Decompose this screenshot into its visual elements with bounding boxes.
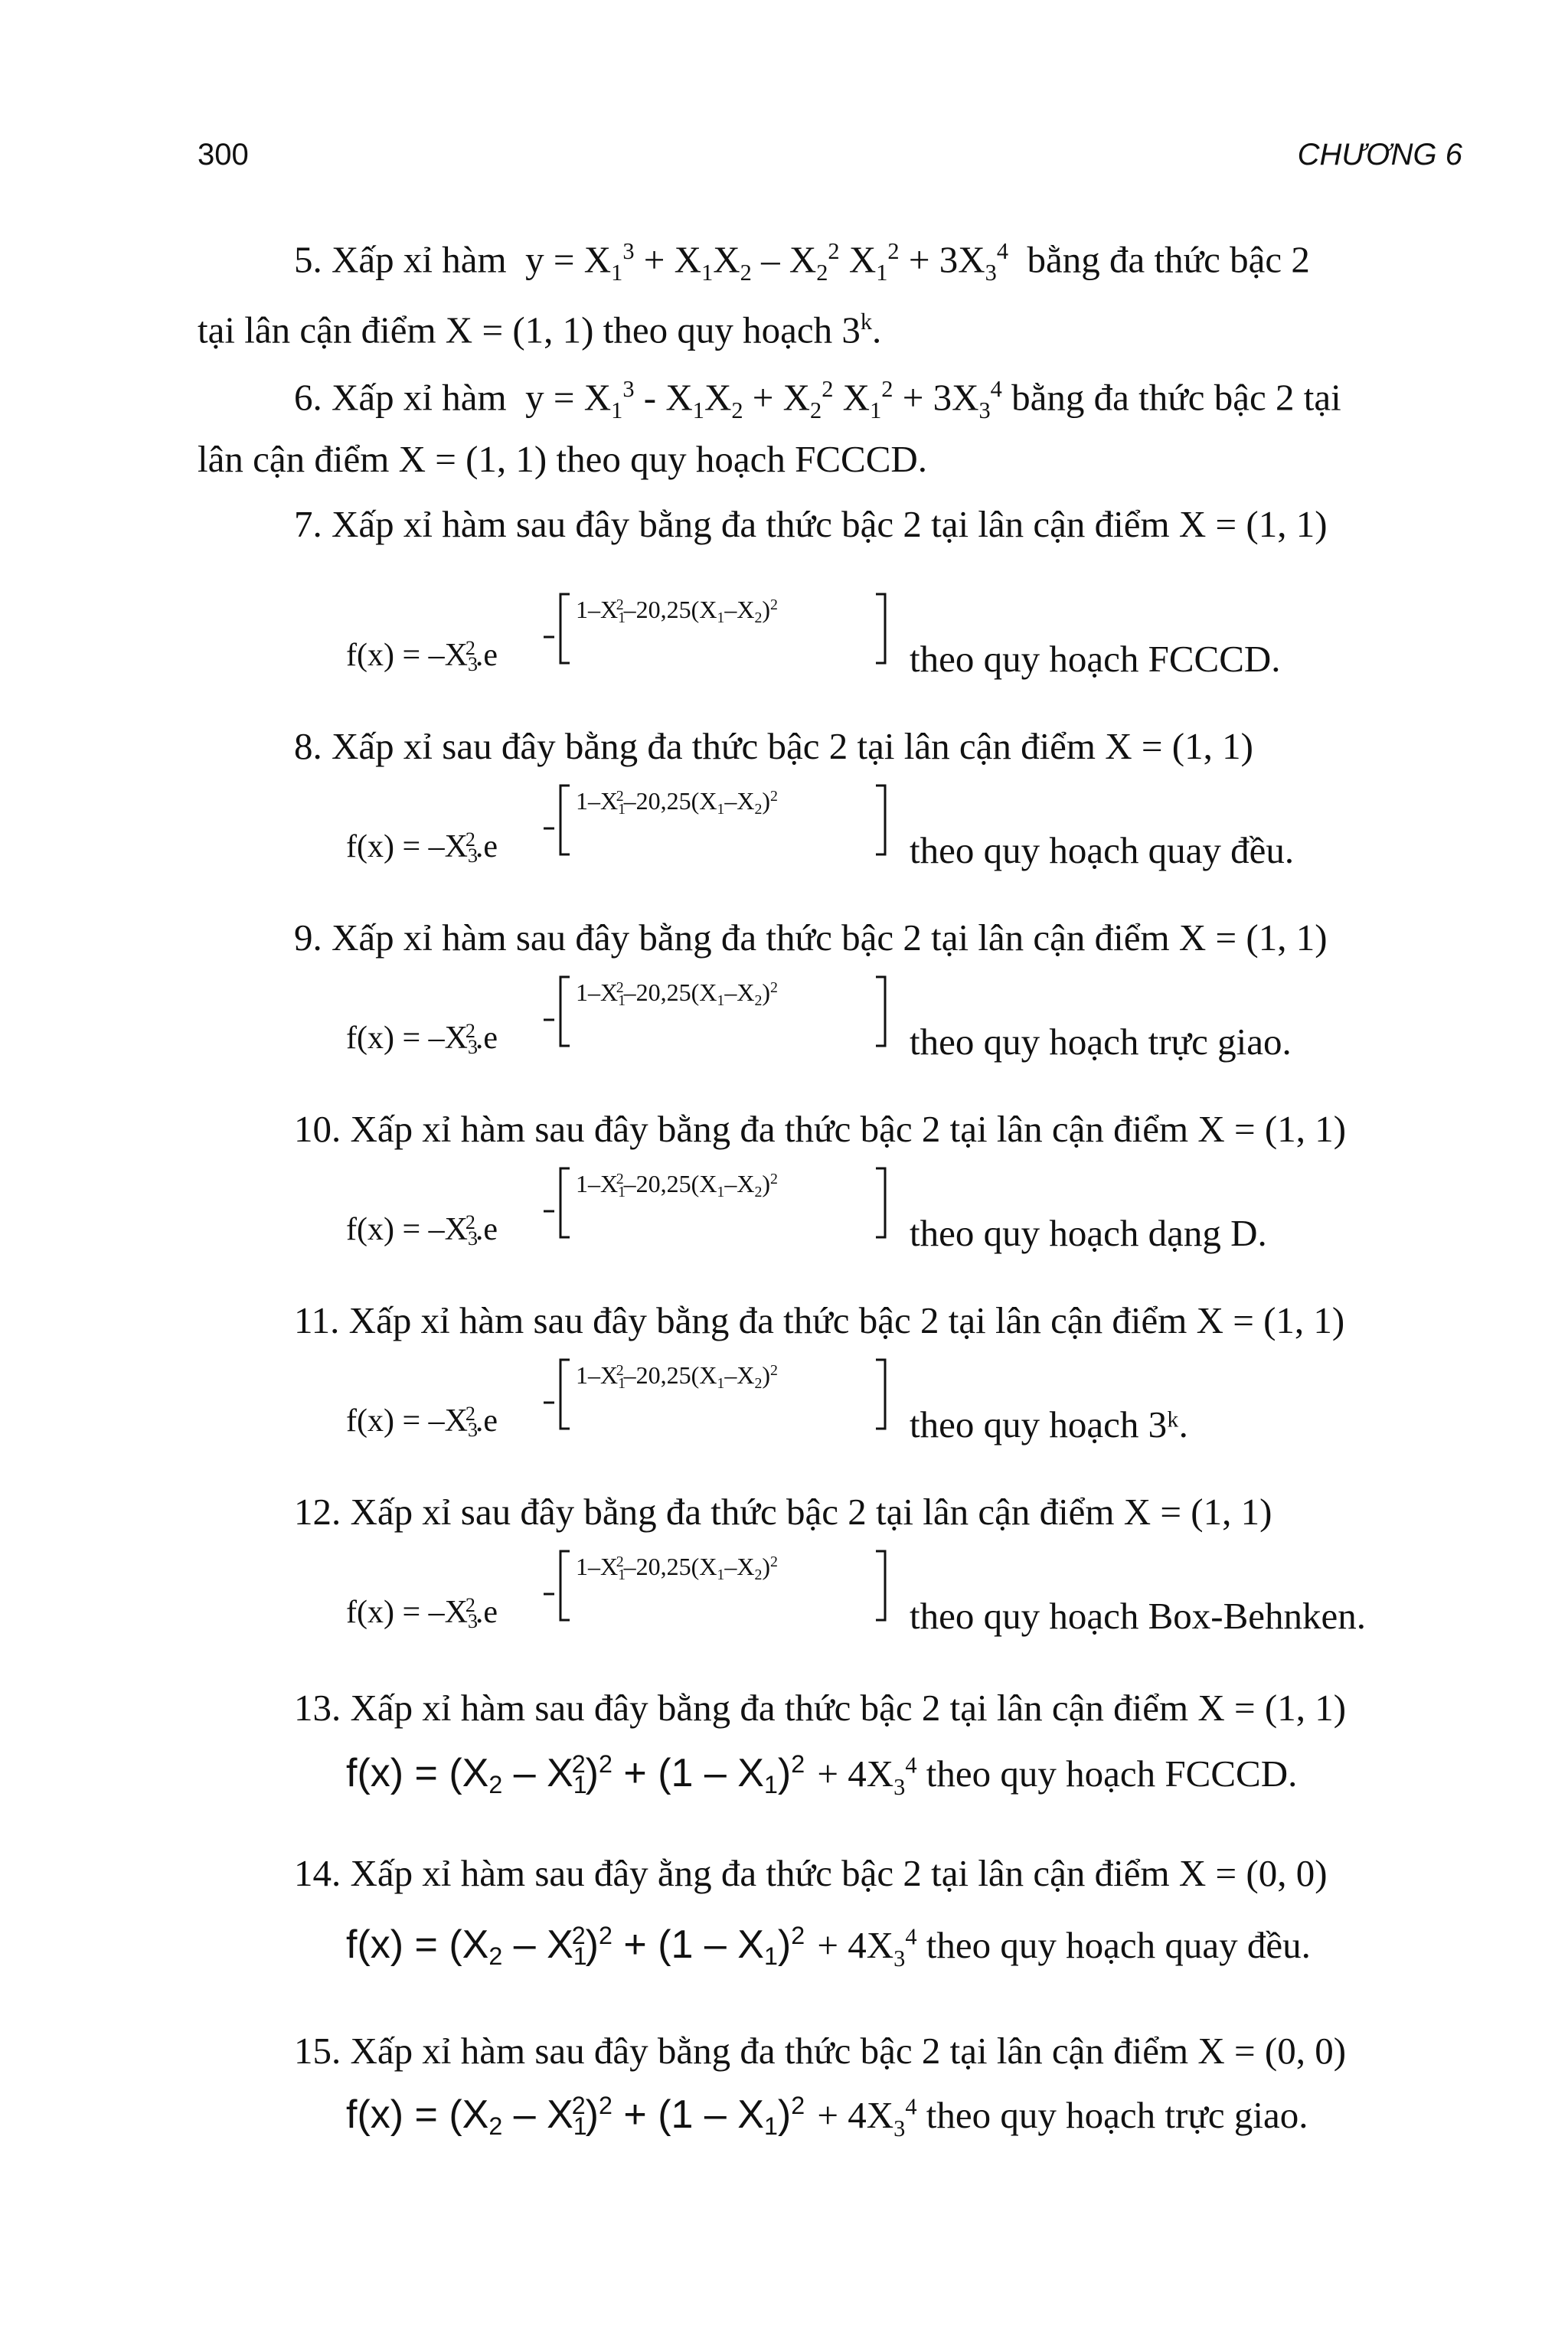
exercise-14-tail: theo quy hoạch quay đều.	[926, 1924, 1311, 1966]
formula-lhs: $f(x) = -X3^2.e$	[346, 828, 498, 867]
page-number: 300	[198, 138, 249, 172]
formula-expression: $f(x) = (X2 - X1^2)^2 + (1 - X1)^2$	[346, 2092, 805, 2141]
formula-lhs: $f(x) = -X3^2.e$	[346, 636, 498, 676]
formula-exponent: $1-X1^2-20,25(X1-X2)^2$	[576, 1361, 778, 1392]
exercise-5-line-1: 5. Xấp xỉ hàm $y = X_1^3 + X_1X_2 - X_2^2$ $X_1^2 + 3X_3^4$ bằng đa thức bậc 2	[294, 238, 1310, 286]
running-head	[198, 138, 1462, 181]
exercise-10-formula	[346, 1164, 1456, 1263]
exercise-13-tail: theo quy hoạch FCCCD.	[926, 1753, 1298, 1795]
exercise-9-tail: theo quy hoạch trực giao.	[910, 1021, 1292, 1063]
exercise-11-heading: 11. Xấp xỉ hàm sau đây bằng đa thức bậc 2 tại lân cận điểm X = (1, 1)	[294, 1299, 1345, 1341]
exercise-7-heading: 7. Xấp xỉ hàm sau đây bằng đa thức bậc 2 tại lân cận điểm X = (1, 1)	[294, 503, 1328, 545]
formula-lhs: $f(x) = -X3^2.e$	[346, 1019, 498, 1059]
formula-exponent: $1-X1^2-20,25(X1-X2)^2$	[576, 1553, 778, 1583]
exercise-10-heading: 10. Xấp xỉ hàm sau đây bằng đa thức bậc 2 tại lân cận điểm X = (1, 1)	[294, 1108, 1347, 1150]
formula-expression: $f(x) = (X2 - X1^2)^2 + (1 - X1)^2$	[346, 1922, 805, 1971]
exercise-6-line-1: 6. Xấp xỉ hàm $y = X_1^3 - X_1X_2 + X_2^2$ $X_1^2 + 3X_3^4$ bằng đa thức bậc 2 tại	[294, 376, 1341, 424]
exercise-13-formula: $f(x) = (X2 - X1^2)^2 + (1 - X1)^2 + 4X_3^4$ theo quy hoạch FCCCD.	[346, 1750, 1298, 1800]
exercise-5-line-2: tại lân cận điểm X = (1, 1) theo quy hoạch 3$^k$.	[198, 309, 882, 351]
formula-exponent: $1-X1^2-20,25(X1-X2)^2$	[576, 596, 778, 626]
exercise-9-formula	[346, 972, 1456, 1072]
exercise-12-formula	[346, 1547, 1456, 1646]
exercise-7-tail: theo quy hoạch FCCCD.	[910, 638, 1281, 680]
exercise-11-tail: theo quy hoạch 3ᵏ.	[910, 1403, 1188, 1446]
exercise-11-formula	[346, 1355, 1456, 1455]
exercise-8-heading: 8. Xấp xỉ sau đây bằng đa thức bậc 2 tại lân cận điểm X = (1, 1)	[294, 725, 1253, 767]
formula-exponent: $1-X1^2-20,25(X1-X2)^2$	[576, 978, 778, 1009]
exercise-12-tail: theo quy hoạch Box-Behnken.	[910, 1595, 1367, 1637]
exercise-6-line-2: lân cận điểm X = (1, 1) theo quy hoạch FCCCD.	[198, 438, 928, 481]
exercise-15-formula: $f(x) = (X2 - X1^2)^2 + (1 - X1)^2 + 4X_3^4$ theo quy hoạch trực giao.	[346, 2092, 1308, 2141]
exercise-8-tail: theo quy hoạch quay đều.	[910, 829, 1295, 871]
formula-exponent: $1-X1^2-20,25(X1-X2)^2$	[576, 1170, 778, 1200]
exercise-12-heading: 12. Xấp xỉ sau đây bằng đa thức bậc 2 tại lân cận điểm X = (1, 1)	[294, 1491, 1272, 1533]
formula-expression: $f(x) = (X2 - X1^2)^2 + (1 - X1)^2$	[346, 1750, 805, 1799]
exercise-6	[198, 364, 1462, 484]
chapter-title: CHƯƠNG 6	[1297, 138, 1462, 172]
exercise-7-formula	[346, 590, 1456, 689]
formula-lhs: $f(x) = -X3^2.e$	[346, 1593, 498, 1633]
exercise-5	[198, 227, 1462, 354]
formula-exponent: $1-X1^2-20,25(X1-X2)^2$	[576, 787, 778, 818]
exercise-15-tail: theo quy hoạch trực giao.	[926, 2094, 1308, 2136]
formula-lhs: $f(x) = -X3^2.e$	[346, 1210, 498, 1250]
exercise-9-heading: 9. Xấp xỉ hàm sau đây bằng đa thức bậc 2 tại lân cận điểm X = (1, 1)	[294, 916, 1328, 959]
formula-lhs: $f(x) = -X3^2.e$	[346, 1402, 498, 1442]
exercise-10-tail: theo quy hoạch dạng D.	[910, 1212, 1267, 1254]
exercise-15-heading: 15. Xấp xỉ hàm sau đây bằng đa thức bậc 2 tại lân cận điểm X = (0, 0)	[294, 2030, 1347, 2072]
exercise-13-heading: 13. Xấp xỉ hàm sau đây bằng đa thức bậc 2 tại lân cận điểm X = (1, 1)	[294, 1687, 1347, 1729]
exercise-14-formula: $f(x) = (X2 - X1^2)^2 + (1 - X1)^2 + 4X_3^4$ theo quy hoạch quay đều.	[346, 1922, 1311, 1971]
exercise-8-formula	[346, 781, 1456, 880]
exercise-14-heading: 14. Xấp xỉ hàm sau đây ằng đa thức bậc 2 tại lân cận điểm X = (0, 0)	[294, 1852, 1328, 1894]
